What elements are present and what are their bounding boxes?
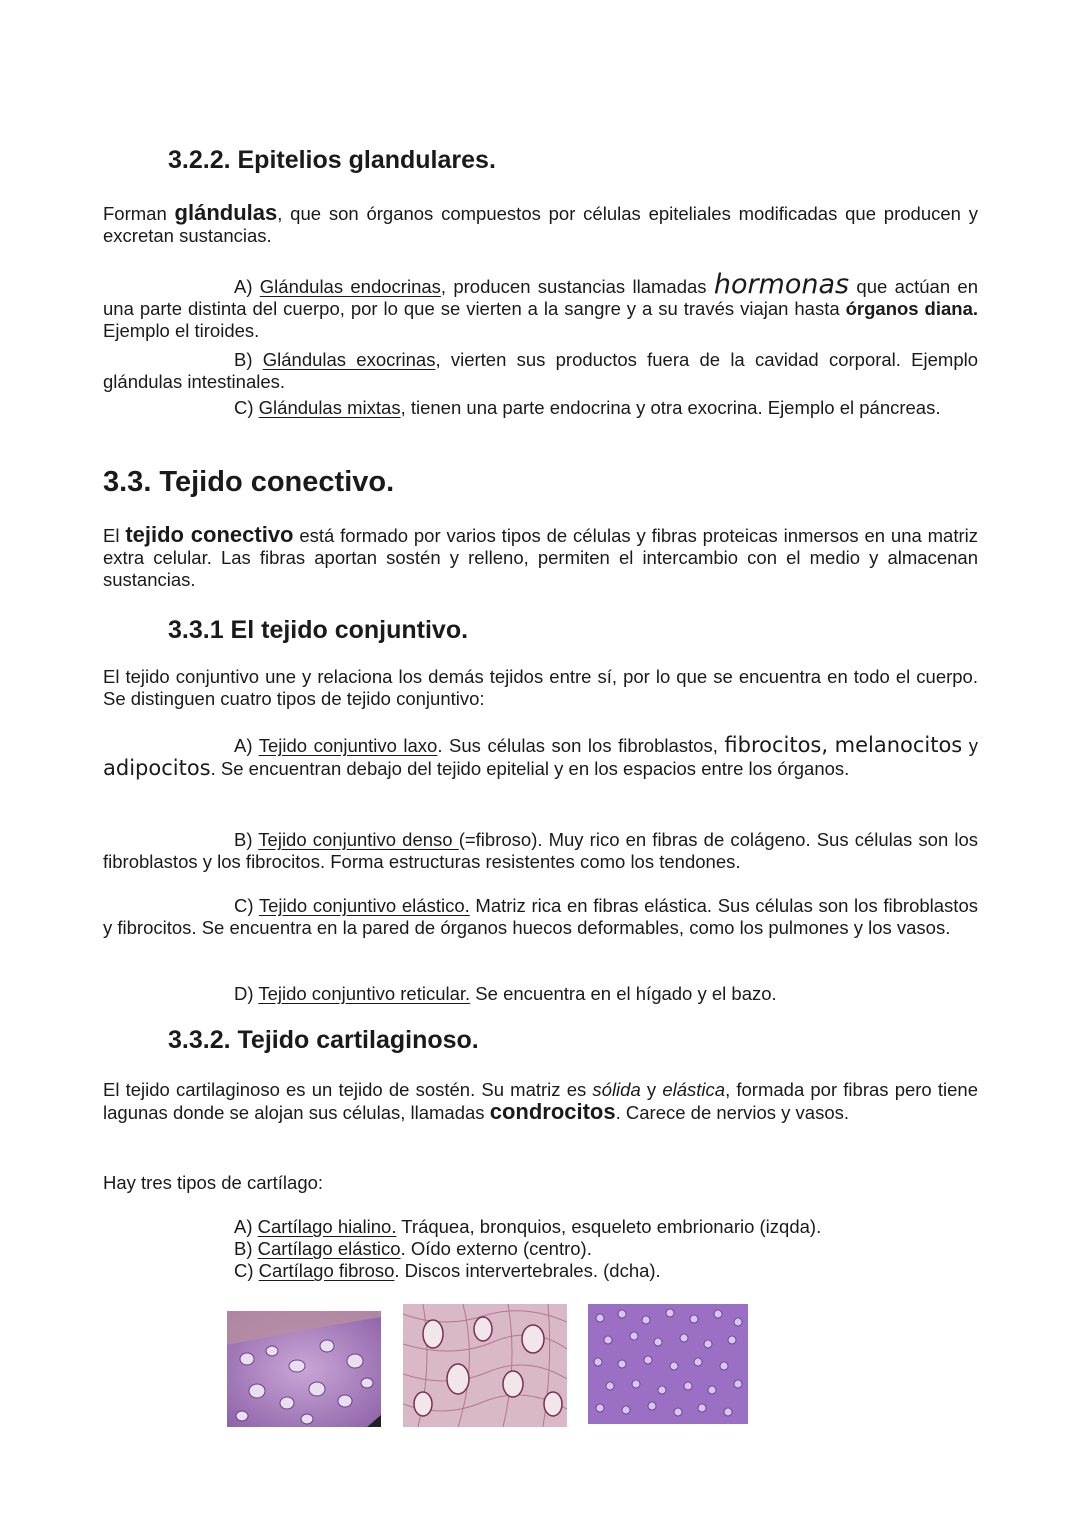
heading-tejido-cartilaginoso: 3.3.2. Tejido cartilaginoso.: [168, 1026, 479, 1054]
heading-tejido-conectivo: 3.3. Tejido conectivo.: [103, 466, 395, 498]
paragraph-glandulas-endocrinas: A) Glándulas endocrinas, producen sustancias llamadas hormonas que actúan en una parte distinta del cuerpo, por lo que se vierten a la sangre y a su través viajan hasta órganos diana. Ejemplo el tiroides.: [103, 269, 979, 341]
image-cartilago-elastico: [403, 1304, 567, 1427]
term-elastica: elástica: [662, 1079, 726, 1100]
paragraph-glandulas-intro: Forman glándulas, que son órganos compuestos por células epiteliales modificadas que producen y excretan sustancias.: [103, 200, 978, 246]
term-melanocitos: melanocitos: [834, 733, 963, 757]
term-glandulas-endocrinas: Glándulas endocrinas: [259, 276, 441, 297]
list-item-cartilago-fibroso: C) Cartílago fibroso. Discos intervertebrales. (dcha).: [234, 1260, 661, 1281]
term-conjuntivo-reticular: Tejido conjuntivo reticular.: [258, 983, 471, 1004]
term-fibrocitos: fibrocitos,: [724, 733, 829, 757]
image-cartilago-fibroso: [588, 1304, 748, 1424]
paragraph-conjuntivo-laxo: A) Tejido conjuntivo laxo. Sus células son los fibroblastos, fibrocitos, melanocitos y adipocitos. Se encuentran debajo del tejido epitelial y en los espacios entre los órganos.: [103, 733, 979, 780]
list-item-cartilago-elastico: B) Cartílago elástico. Oído externo (centro).: [234, 1238, 592, 1259]
paragraph-tejido-conjuntivo-intro: El tejido conjuntivo une y relaciona los demás tejidos entre sí, por lo que se encuentra en todo el cuerpo. Se distinguen cuatro tipos de tejido conjuntivo:: [103, 666, 978, 709]
list-cartilago: [234, 1216, 821, 1282]
term-glandulas: glándulas: [174, 200, 278, 225]
term-solida: sólida: [592, 1079, 641, 1100]
paragraph-tejido-conectivo: El tejido conectivo está formado por varios tipos de células y fibras proteicas inmersos en una matriz extra celular. Las fibras aportan sostén y relleno, permiten el intercambio con el medio y almacenan sustancias.: [103, 522, 978, 590]
paragraph-glandulas-exocrinas: B) Glándulas exocrinas, vierten sus productos fuera de la cavidad corporal. Ejemplo glándulas intestinales.: [103, 349, 979, 392]
term-conjuntivo-elastico: Tejido conjuntivo elástico.: [258, 895, 470, 916]
term-adipocitos: adipocitos: [103, 756, 211, 780]
term-tejido-conectivo: tejido conectivo: [125, 522, 294, 547]
term-conjuntivo-denso: Tejido conjuntivo denso: [258, 829, 459, 850]
list-item-cartilago-hialino: A) Cartílago hialino. Tráquea, bronquios, esqueleto embrionario (izqda).: [234, 1216, 822, 1237]
paragraph-cartilaginoso: El tejido cartilaginoso es un tejido de sostén. Su matriz es sólida y elástica, formada por fibras pero tiene lagunas donde se alojan sus células, llamadas condrocitos. Carece de nervios y vasos.: [103, 1079, 978, 1124]
paragraph-conjuntivo-reticular: D) Tejido conjuntivo reticular. Se encuentra en el hígado y el bazo.: [234, 983, 777, 1004]
paragraph-tipos-cartilago: Hay tres tipos de cartílago:: [103, 1172, 324, 1193]
term-conjuntivo-laxo: Tejido conjuntivo laxo: [258, 735, 438, 756]
image-cartilago-hialino: [227, 1311, 381, 1427]
term-condrocitos: condrocitos: [489, 1099, 616, 1124]
paragraph-glandulas-mixtas: C) Glándulas mixtas, tienen una parte endocrina y otra exocrina. Ejemplo el páncreas.: [234, 397, 941, 418]
term-glandulas-exocrinas: Glándulas exocrinas: [262, 349, 436, 370]
term-hormonas: hormonas: [713, 269, 850, 300]
term-glandulas-mixtas: Glándulas mixtas: [258, 397, 401, 418]
heading-tejido-conjuntivo: 3.3.1 El tejido conjuntivo.: [168, 616, 469, 644]
paragraph-conjuntivo-elastico: C) Tejido conjuntivo elástico. Matriz rica en fibras elástica. Sus células son los fibroblastos y fibrocitos. Se encuentra en la pared de órganos huecos deformables, como los pulmones y los vasos.: [103, 895, 978, 938]
heading-epitelios-glandulares: 3.2.2. Epitelios glandulares.: [168, 146, 496, 174]
paragraph-conjuntivo-denso: B) Tejido conjuntivo denso (=fibroso). Muy rico en fibras de colágeno. Sus células son los fibroblastos y los fibrocitos. Forma estructuras resistentes como los tendones.: [103, 829, 978, 872]
term-organos-diana: órganos diana.: [845, 298, 979, 319]
